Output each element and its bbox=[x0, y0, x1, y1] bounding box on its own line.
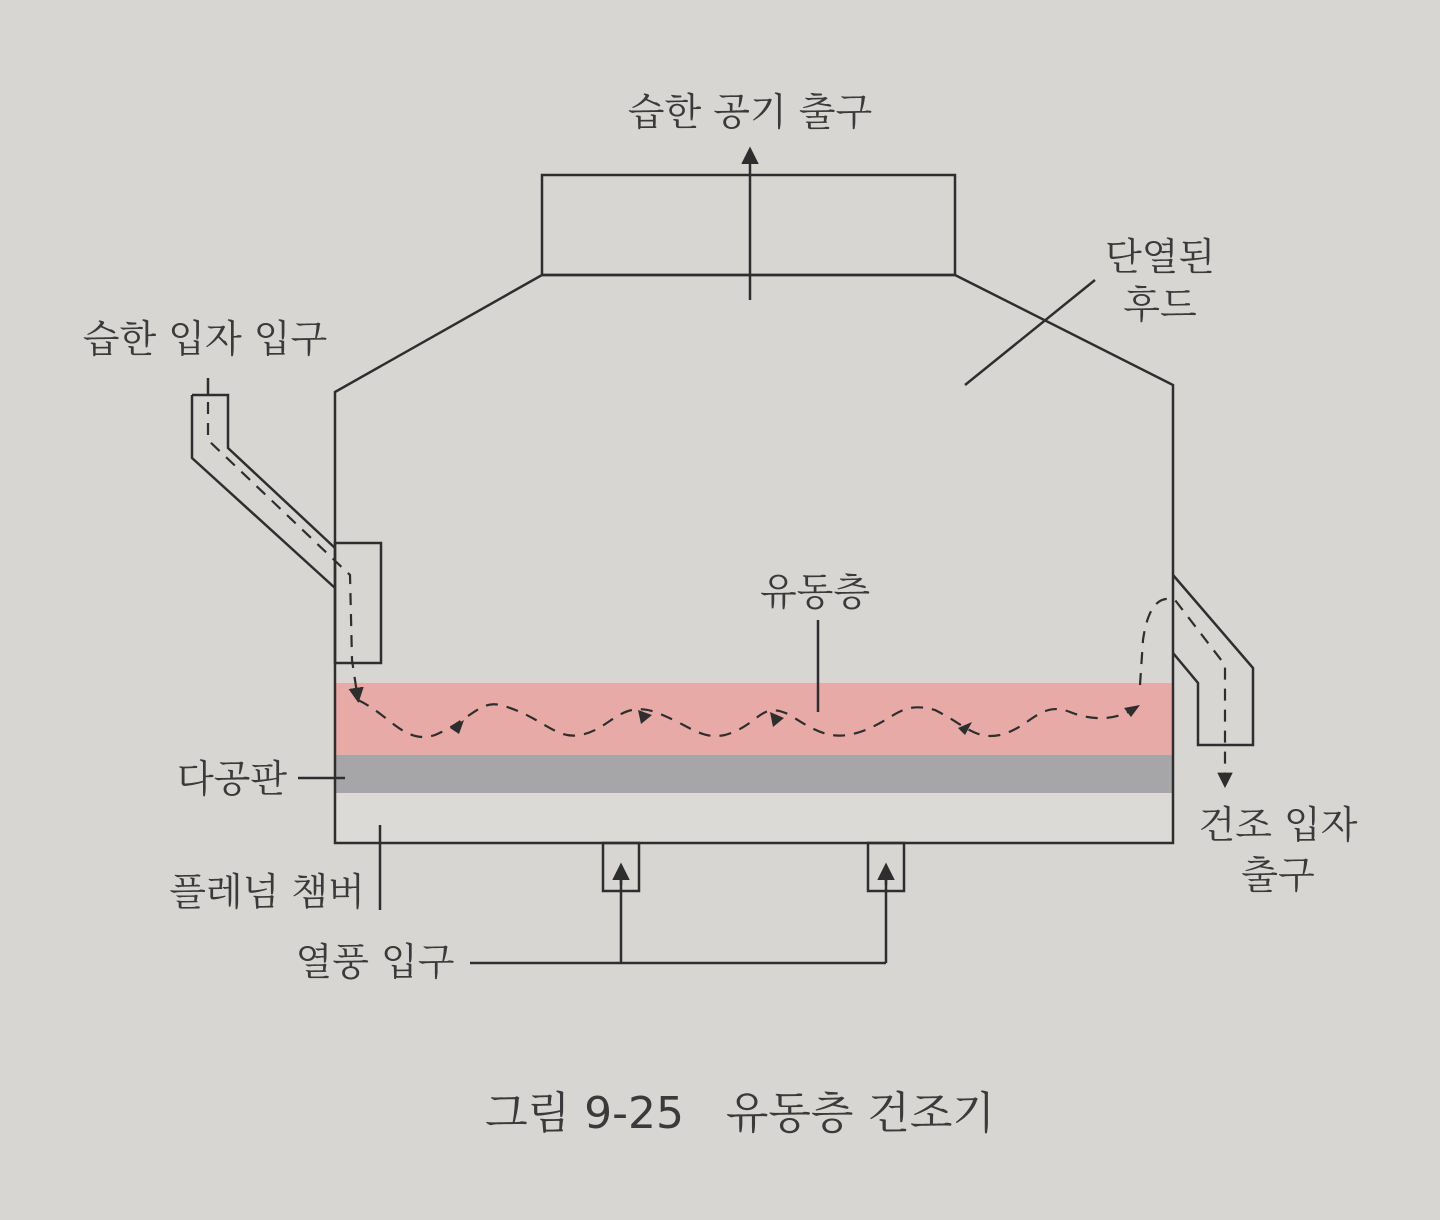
label-dry-particle-outlet-2: 출구 bbox=[1241, 853, 1315, 897]
fluidized-bed-band bbox=[335, 683, 1173, 755]
label-insulated-hood-2: 후드 bbox=[1123, 283, 1197, 327]
label-plenum-chamber: 플레넘 챔버 bbox=[169, 870, 365, 914]
label-dry-particle-outlet-1: 건조 입자 bbox=[1198, 803, 1358, 847]
figure-caption: 그림 9-25 유동층 건조기 bbox=[485, 1088, 995, 1139]
hot-air-manifold bbox=[470, 870, 886, 963]
label-hot-air-inlet: 열풍 입구 bbox=[295, 940, 455, 984]
label-humid-air-outlet: 습한 공기 출구 bbox=[627, 90, 873, 134]
exhaust-duct bbox=[542, 175, 955, 275]
plenum-chamber-area bbox=[335, 793, 1173, 843]
label-insulated-hood-1: 단열된 bbox=[1104, 235, 1216, 279]
insulated-hood-leader bbox=[965, 280, 1095, 385]
label-perforated-plate: 다공판 bbox=[176, 757, 288, 801]
feed-hopper bbox=[335, 543, 381, 663]
dry-particle-outlet-pipe bbox=[1173, 575, 1253, 745]
perforated-plate-band bbox=[335, 755, 1173, 793]
label-wet-particle-inlet: 습한 입자 입구 bbox=[82, 317, 328, 361]
label-fluidized-bed: 유동층 bbox=[759, 570, 871, 614]
